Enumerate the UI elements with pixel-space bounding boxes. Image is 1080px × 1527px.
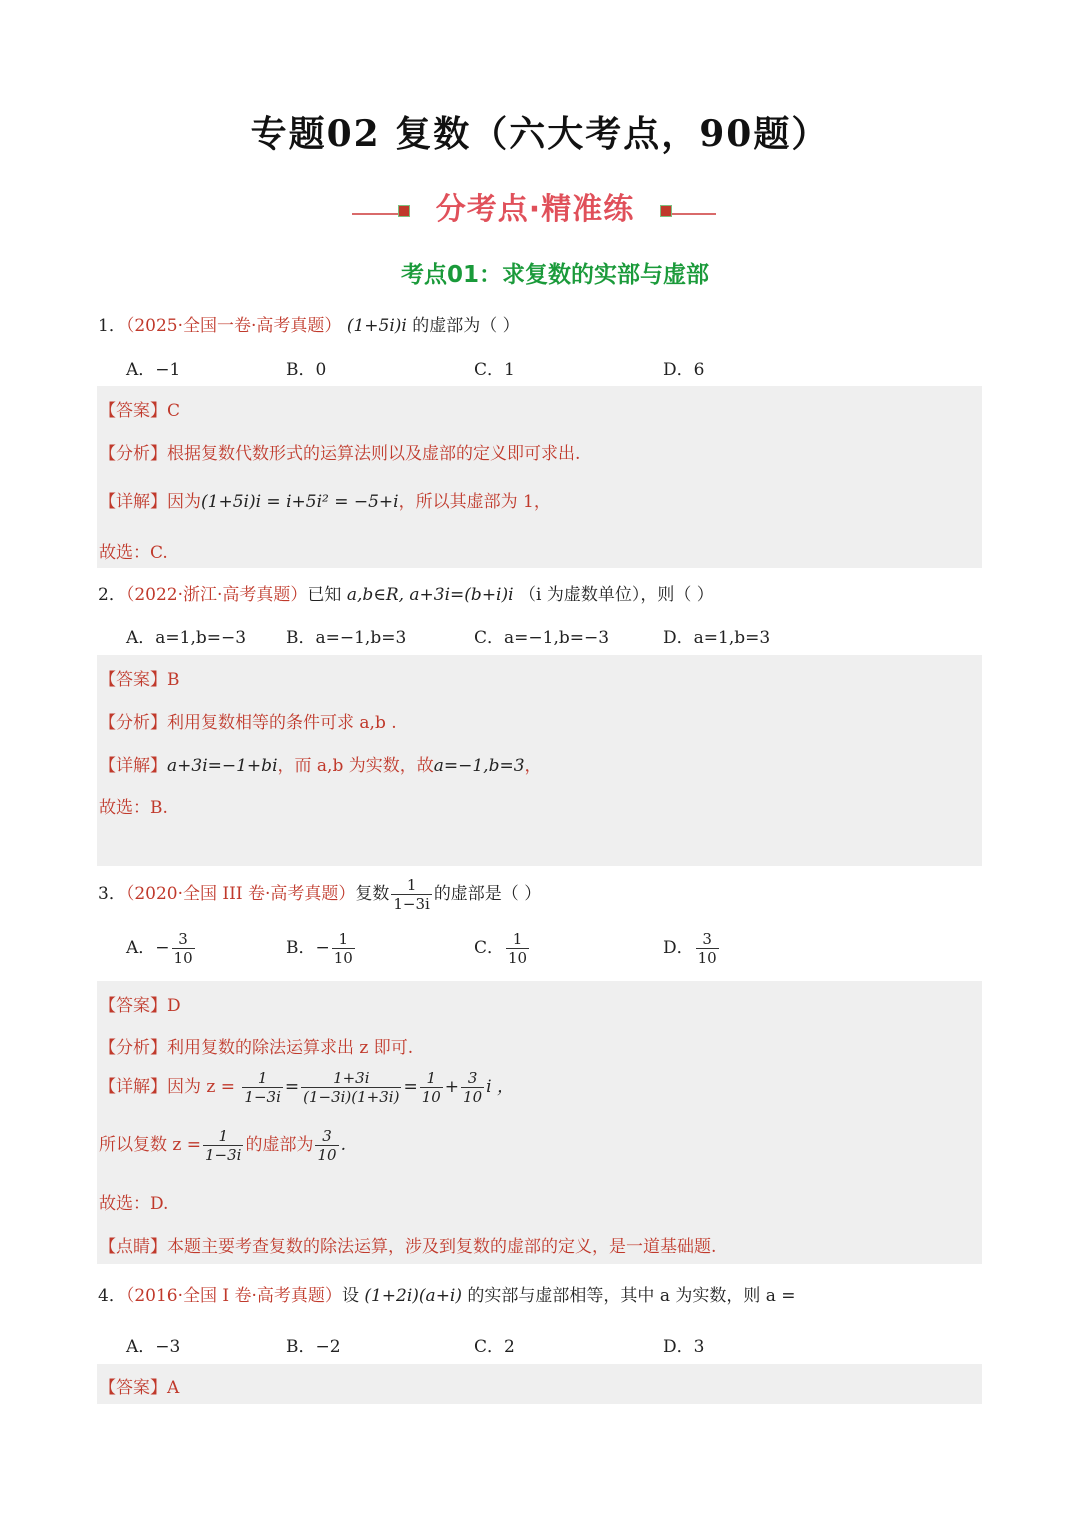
banner-right-line [672, 213, 716, 215]
banner-left-square-icon [398, 205, 410, 217]
question-1-stem [98, 311, 520, 336]
answer-value: A [167, 1378, 180, 1398]
analysis-text: 利用复数相等的条件可求 a,b . [167, 713, 397, 733]
stem-text: （i 为虚数单位），则（ ） [518, 585, 714, 605]
stem-text: 设 [341, 1286, 359, 1306]
line2-mid: 的虚部为 [245, 1135, 314, 1155]
line2-pre: 所以复数 z = [99, 1135, 202, 1155]
question-number: 3． [98, 884, 126, 904]
detail-math: a+3i=−1+bi [167, 756, 278, 776]
detail-math: (1+5i)i = i+5i² = −5+i [201, 492, 399, 512]
option-b: B．−2 [286, 1337, 341, 1357]
analysis-text: 利用复数的除法运算求出 z 即可. [167, 1038, 414, 1058]
analysis-text: 根据复数代数形式的运算法则以及虚部的定义即可求出. [167, 444, 581, 464]
choice-line: 故选：B. [99, 798, 168, 818]
detail-line: 【详解】因为 z = $\frac{1}{1-3i}$ = $\frac{1+3i}{(1-3i)(1+3i)}$ = $\frac{1}{10}$ + $\frac{3}{10}$ i ， [99, 1069, 514, 1106]
option-c: C．1 [474, 360, 515, 380]
detail-fraction: $\frac{1}{1-3i}$ [205, 1127, 242, 1164]
solution-box-2 [97, 655, 982, 866]
choice-line: 故选：D. [99, 1194, 169, 1214]
detail-math: a=−1,b=3 [433, 756, 525, 776]
option-a: A．−1 [126, 360, 181, 380]
stem-text: 的虚部是（ ） [433, 884, 542, 904]
analysis-line [99, 708, 397, 733]
option-d: D．3 [663, 1337, 705, 1357]
option-b: B．− $\frac{1}{10}$ [286, 930, 353, 967]
banner-left-line [352, 213, 400, 215]
banner-text: 分考点·精准练 [435, 192, 635, 227]
comment-text: 本题主要考查复数的除法运算，涉及到复数的虚部的定义，是一道基础题. [167, 1237, 717, 1257]
option-d: D．6 [663, 360, 705, 380]
detail-line [99, 487, 551, 512]
stem-fraction: $\frac{1}{1-3i}$ [393, 876, 430, 913]
answer-line [99, 396, 180, 421]
option-a: A．−3 [126, 1337, 181, 1357]
detail-mid: ，而 a,b 为实数，故 [277, 756, 434, 776]
question-number: 4． [98, 1286, 126, 1306]
question-source: （2025·全国一卷·高考真题） [125, 316, 342, 336]
option-d: D． $\frac{3}{10}$ [663, 930, 717, 967]
option-b: B．0 [286, 360, 327, 380]
answer-value: B [167, 670, 180, 690]
detail-fraction: $\frac{3}{10}$ [463, 1069, 483, 1106]
answer-tag: 【答案】 [99, 1378, 167, 1398]
detail-fraction: $\frac{1+3i}{(1-3i)(1+3i)}$ [303, 1069, 400, 1106]
analysis-line [99, 439, 580, 464]
option-a: A．− $\frac{3}{10}$ [126, 930, 193, 967]
detail-fraction: $\frac{3}{10}$ [317, 1127, 337, 1164]
option-c: C．2 [474, 1337, 515, 1357]
question-2-stem [98, 580, 714, 605]
solution-box-1 [97, 386, 982, 568]
detail-post: i ， [486, 1077, 514, 1097]
question-number: 1． [98, 316, 126, 336]
detail-tag: 【详解】 [99, 1077, 167, 1097]
detail-fraction: $\frac{1}{1-3i}$ [244, 1069, 281, 1106]
answer-tag: 【答案】 [99, 670, 167, 690]
stem-text: 的实部与虚部相等，其中 a 为实数，则 a = [467, 1286, 796, 1306]
section-banner [350, 182, 720, 228]
answer-line [99, 1373, 179, 1398]
analysis-tag: 【分析】 [99, 1038, 167, 1058]
analysis-tag: 【分析】 [99, 444, 167, 464]
solution-box-4 [97, 1364, 982, 1404]
detail-line-2 [99, 1127, 346, 1164]
option-c: C．a=−1,b=−3 [474, 628, 610, 648]
option-d: D．a=1,b=3 [663, 628, 771, 648]
question-4-stem [98, 1281, 796, 1306]
analysis-tag: 【分析】 [99, 713, 167, 733]
stem-text: 复数 [355, 884, 390, 904]
choice-line: 故选：C. [99, 543, 168, 563]
option-b: B．a=−1,b=3 [286, 628, 407, 648]
detail-tag: 【详解】 [99, 756, 167, 776]
answer-tag: 【答案】 [99, 401, 167, 421]
stem-text: 的虚部为（ ） [412, 316, 520, 336]
section-heading: 考点01：求复数的实部与虚部 [400, 262, 709, 288]
page-title: 专题02 复数（六大考点，90题） [250, 113, 830, 155]
answer-line [99, 665, 180, 690]
answer-value: D [167, 996, 181, 1016]
detail-fraction: $\frac{1}{10}$ [421, 1069, 441, 1106]
option-a: A．a=1,b=−3 [126, 628, 247, 648]
comment-line [99, 1232, 716, 1257]
stem-math: (1+5i)i [346, 316, 407, 336]
detail-tag: 【详解】 [99, 492, 167, 512]
comment-tag: 【点睛】 [99, 1237, 167, 1257]
solution-box-3 [97, 981, 982, 1264]
stem-math: (1+2i)(a+i) [364, 1286, 463, 1306]
option-c: C． $\frac{1}{10}$ [474, 930, 528, 967]
answer-line [99, 991, 181, 1016]
detail-pre: 因为 [167, 492, 201, 512]
analysis-line [99, 1033, 413, 1058]
question-number: 2． [98, 585, 126, 605]
answer-tag: 【答案】 [99, 996, 167, 1016]
detail-line [99, 751, 542, 776]
banner-right-square-icon [660, 205, 672, 217]
question-source: （2020·全国 III 卷·高考真题） [125, 884, 356, 904]
answer-value: C [167, 401, 181, 421]
question-3-stem [98, 876, 541, 913]
question-source: （2022·浙江·高考真题） [125, 585, 308, 605]
question-source: （2016·全国 I 卷·高考真题） [125, 1286, 342, 1306]
detail-post: ， [524, 756, 542, 776]
stem-text: 已知 [307, 585, 342, 605]
stem-math: a,b∈R, a+3i=(b+i)i [346, 585, 514, 605]
line2-post: . [340, 1135, 346, 1155]
detail-post: ，所以其虚部为 1， [398, 492, 551, 512]
detail-pre: 因为 z = [167, 1077, 236, 1097]
